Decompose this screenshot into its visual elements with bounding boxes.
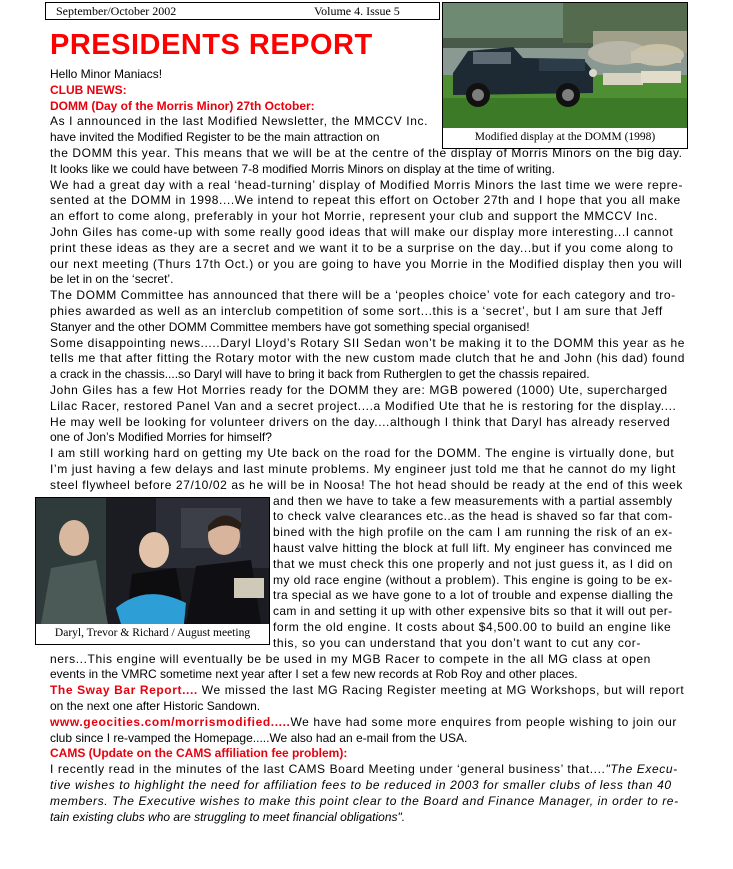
line-text: print these ideas as they are a secret and we want it to be a surprise on the day...but if you come along to [50, 241, 674, 255]
article-line [50, 810, 405, 825]
line-text: one of Jon’s Modified Morries for himself? [50, 430, 272, 444]
line-text: and then we have to take a few measurements with a partial assembly [273, 494, 673, 508]
article-line [50, 652, 651, 667]
line-text: John Giles has come-up with some really good ideas that will make our display more interesting...I cannot [50, 225, 674, 239]
issue-volume: Volume 4. Issue 5 [314, 4, 400, 18]
quote-text: members. The Executive wishes to make this point clear to the Board and Finance Manager, in order to re- [50, 794, 679, 808]
line-text: Stanyer and the other DOMM Committee members have got something special organised! [50, 320, 530, 334]
article-line [50, 699, 260, 714]
article-line [50, 130, 380, 145]
article-line [50, 715, 677, 730]
article-line [50, 667, 578, 682]
article-line [273, 509, 673, 524]
article-line [50, 430, 272, 445]
article-line [50, 257, 682, 272]
article-line [50, 146, 683, 161]
article-line [50, 209, 658, 224]
article-line [273, 541, 673, 556]
line-text: I am still working hard on getting my Ute back on the road for the DOMM. The engine is virtually done, but [50, 446, 675, 460]
article-line [50, 241, 674, 256]
issue-date: September/October 2002 [56, 4, 177, 18]
article-line [273, 620, 671, 635]
line-text: It looks like we could have between 7-8 modified Morris Minors on display at the time of writing. [50, 162, 555, 176]
line-text: sented at the DOMM in 1998....We intend to repeat this effort on October 27th and I hope that you all make [50, 193, 681, 207]
article-line [50, 336, 685, 351]
line-text: John Giles has a few Hot Morries ready for the DOMM they are: MGB powered (1000) Ute, supercharged [50, 383, 668, 397]
article-line [273, 557, 673, 572]
article-line [50, 288, 676, 303]
article-line [50, 67, 162, 82]
line-text: We had a great day with a real ‘head-turning’ display of Modified Morris Minors the last time we were repre- [50, 178, 684, 192]
article-line [273, 588, 673, 603]
line-text: my old race engine (without a problem). This engine is going to be ex- [273, 573, 673, 587]
article-line [50, 162, 555, 177]
line-text: We missed the last MG Racing Register meeting at MG Workshops, but will report [197, 683, 685, 697]
line-text: As I announced in the last Modified Newsletter, the MMCCV Inc. [50, 114, 429, 128]
article-line [50, 383, 668, 398]
article-line [273, 604, 673, 619]
article-line [50, 399, 676, 414]
section-heading: CAMS (Update on the CAMS affiliation fee problem): [50, 746, 348, 760]
line-text: an effort to come along, preferably in your hot Morrie, represent your club and support the MMCCV Inc. [50, 209, 658, 223]
article-line [50, 83, 127, 98]
bottom-photo-caption: Daryl, Trevor & Richard / August meeting [54, 627, 251, 639]
article-line [50, 446, 674, 461]
article-line [273, 494, 673, 509]
line-text: The DOMM Committee has announced that there will be a ‘peoples choice’ vote for each category and tro- [50, 288, 676, 302]
line-text: He may well be looking for volunteer drivers on the day....although I think that Daryl has already reserved [50, 415, 671, 429]
line-text: haust valve hitting the block at full lift. My engineer has convinced me [273, 541, 673, 555]
line-text: club since I re-vamped the Homepage.....We also had an e-mail from the USA. [50, 731, 468, 745]
article-line [50, 746, 347, 761]
red-heading: www.geocities.com/morrismodified..... [50, 715, 291, 729]
line-text: I’m just having a few delays and last minute problems. My engineer just told me that he cannot do my light [50, 462, 676, 476]
line-text: be let in on the ‘secret’. [50, 272, 174, 286]
members-photo-image [36, 498, 269, 624]
line-text: tells me that after fitting the Rotary motor with the new custom made clutch that he and John (his dad) found [50, 351, 685, 365]
line-text: form the old engine. It costs about $4,500.00 to build an engine like [273, 620, 672, 634]
section-heading: CLUB NEWS: [50, 83, 127, 97]
line-text: to check valve clearances etc..as the head is shaved so far that com- [273, 509, 673, 523]
line-text: We have had some more enquires from people wishing to join our [290, 715, 677, 729]
line-text: I recently read in the minutes of the last CAMS Board Meeting under ‘general business’ that.... [50, 762, 606, 776]
line-text: on the next one after Historic Sandown. [50, 699, 261, 713]
domm-display-photo [442, 2, 688, 149]
section-heading: DOMM (Day of the Morris Minor) 27th October: [50, 99, 315, 113]
article-line [273, 573, 673, 588]
red-heading: The Sway Bar Report.... [50, 683, 198, 697]
line-text: Lilac Racer, restored Panel Van and a secret project....a Modified Ute that he is restoring for the display.... [50, 399, 677, 413]
line-text: cam in and setting it up with other expensive bits so that it will out per- [273, 604, 673, 618]
article-line [50, 272, 173, 287]
article-line [50, 99, 315, 114]
line-text: ners...This engine will eventually be be used in my MGB Racer to compete in the all MG class at open [50, 652, 651, 666]
line-text: a crack in the chassis....so Daryl will have to bring it back from Rutherglen to get the chassis repaired. [50, 367, 590, 381]
members-photo [35, 497, 270, 645]
article-line [50, 304, 663, 319]
article-line [50, 462, 676, 477]
cars-photo-image [443, 3, 687, 128]
article-line [50, 320, 530, 335]
line-text: that we must check this one properly and not just guess it, as I did on [273, 557, 673, 571]
line-text: our next meeting (Thurs 17th Oct.) or you are going to have you Morrie in the Modified display then you will [50, 257, 683, 271]
line-text: events in the VMRC sometime next year after I set a few new records at Rob Roy and other places. [50, 667, 578, 681]
top-photo-caption: Modified display at the DOMM (1998) [474, 131, 656, 143]
line-text: Hello Minor Maniacs! [50, 67, 163, 81]
article-line [50, 193, 681, 208]
line-text: phies awarded as well as an interclub competition of some sort...this is a ‘secret’, but I am sure that Jeff [50, 304, 663, 318]
article-line [273, 636, 641, 651]
quote-text: tive wishes to highlight the need for affiliation fees to be reduced in 2003 for smaller clubs of less than 40 [50, 778, 672, 792]
article-line [50, 778, 672, 793]
newsletter-header [45, 2, 440, 20]
article-line [50, 367, 590, 382]
article-line [50, 351, 685, 366]
article-line [50, 225, 673, 240]
article-line [273, 525, 673, 540]
article-line [50, 731, 467, 746]
line-text: bined with the high profile on the cam I am running the risk of an ex- [273, 525, 673, 539]
line-text: have invited the Modified Register to be the main attraction on [50, 130, 380, 144]
page-title: PRESIDENTS REPORT [50, 29, 373, 61]
quote-text: "The Execu- [605, 762, 678, 776]
article-line [50, 415, 670, 430]
line-text: steel flywheel before 27/10/02 as he will be in Noosa! The hot head should be ready at the end of this week [50, 478, 684, 492]
article-line [50, 478, 683, 493]
article-line [50, 794, 679, 809]
line-text: this, so you can understand that you don’t want to cut any cor- [273, 636, 641, 650]
line-text: Some disappointing news.....Daryl Lloyd’s Rotary SII Sedan won’t be making it to the DOMM this year as he [50, 336, 686, 350]
line-text: the DOMM this year. This means that we will be at the centre of the display of Morris Minors on the big day. [50, 146, 683, 160]
quote-text: tain existing clubs who are struggling to meet financial obligations". [50, 810, 406, 824]
article-line [50, 178, 683, 193]
line-text: tra special as we have gone to a lot of trouble and expense dialling the [273, 588, 674, 602]
article-line [50, 762, 678, 777]
article-line [50, 683, 684, 698]
article-line [50, 114, 428, 129]
